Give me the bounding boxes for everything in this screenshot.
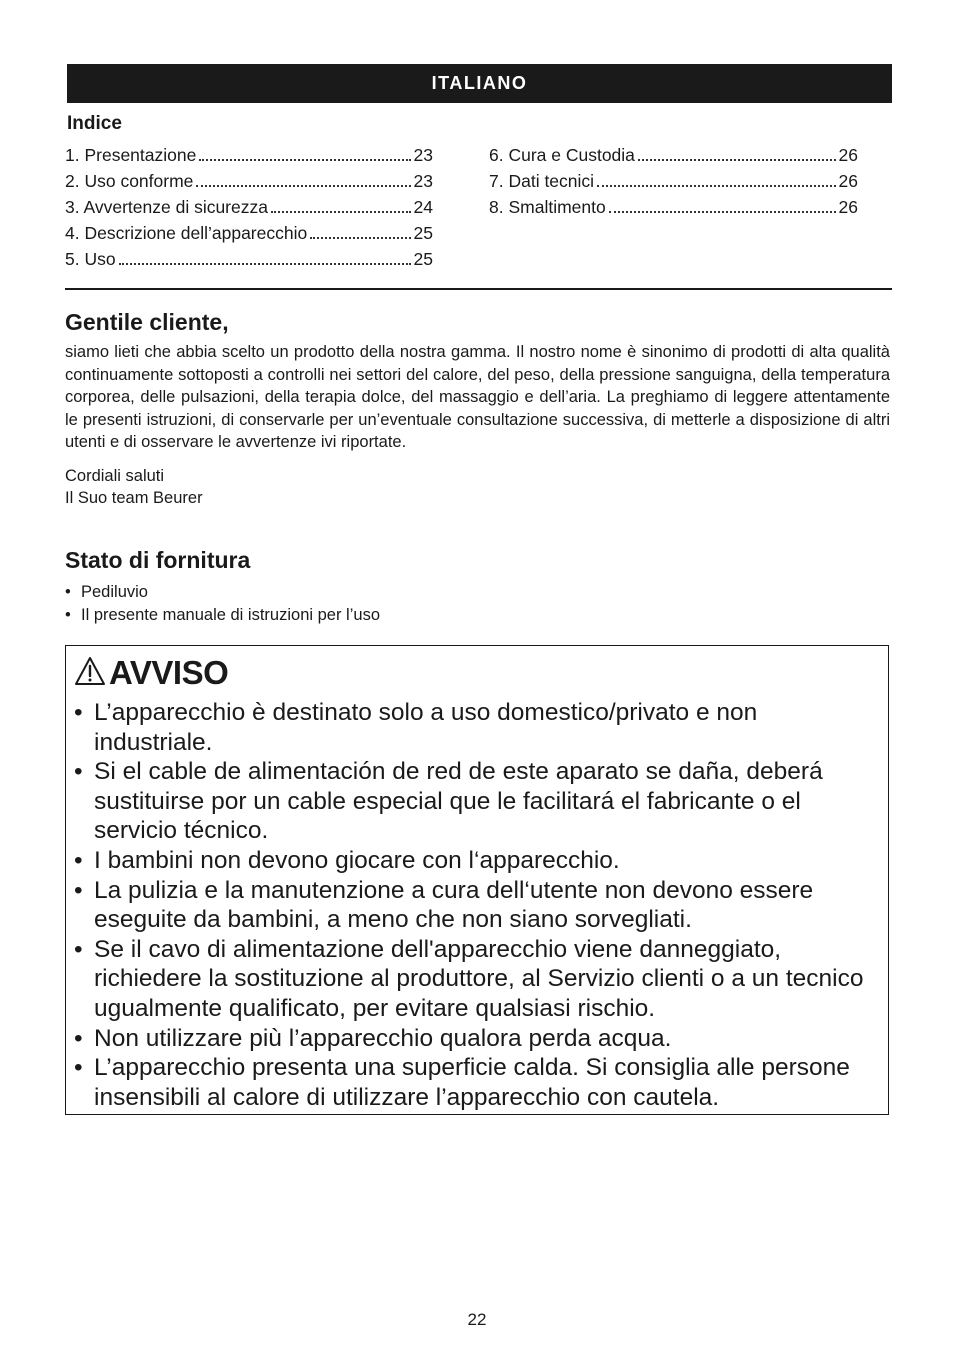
warning-item: • Se il cavo di alimentazione dell'apparecchio viene danneggiato, richiedere la sostituzione al produttore, al Servizio clienti o a un tecnico ugualmente qualificato, per evitare qualsiasi rischio. xyxy=(74,935,864,1022)
toc-column-right xyxy=(489,145,858,223)
warning-header xyxy=(74,654,228,692)
warning-item: • La pulizia e la manutenzione a cura dell‘utente non devono essere eseguite da bambini, a meno che non siano sorvegliati. xyxy=(74,876,814,934)
list-item-text: Il presente manuale di istruzioni per l’uso xyxy=(81,606,380,624)
toc-item-page: 25 xyxy=(413,223,433,243)
toc-leader-dots xyxy=(196,171,410,187)
toc-item-label: 3. Avvertenze di sicurezza xyxy=(65,197,268,217)
warning-item: • Si el cable de alimentación de red de este aparato se daña, deberá sustituirse por un cable especial que le facilitará el fabricante o el servicio técnico. xyxy=(74,758,823,845)
page-number: 22 xyxy=(467,1310,487,1329)
toc-item-label: 7. Dati tecnici xyxy=(489,171,595,191)
toc-leader-dots xyxy=(597,171,835,187)
warning-item-text: I bambini non devono giocare con l‘apparecchio. xyxy=(94,846,620,874)
warning-item-text: Non utilizzare più l’apparecchio qualora perda acqua. xyxy=(94,1024,672,1052)
toc-item-page: 26 xyxy=(838,145,858,165)
toc-item-label: 6. Cura e Custodia xyxy=(489,145,635,165)
toc-item-label: 2. Uso conforme xyxy=(65,171,194,191)
greeting-signature: Il Suo team Beurer xyxy=(65,489,203,507)
toc-leader-dots xyxy=(609,197,836,213)
greeting-paragraph: siamo lieti che abbia scelto un prodotto della nostra gamma. Il nostro nome è sinonimo di prodotti di alta qualità continuamente sottoposti a controlli nei settori del calore, del peso, della pressione sanguigna, della temperatura corporea, delle pulsazioni, della terapia dolce, del massaggio e dell’aria. La preghiamo di leggere attentamente le presenti istruzioni, di conservarle per un’eventuale consultazione successiva, di metterle a disposizione di altri utenti e di osservare le avvertenze ivi riportate. xyxy=(65,343,890,451)
toc-item-label: 5. Uso xyxy=(65,249,116,269)
warning-item: • Non utilizzare più l’apparecchio qualora perda acqua. xyxy=(74,1024,672,1052)
toc-item-label: 1. Presentazione xyxy=(65,145,197,165)
toc-item xyxy=(65,249,433,275)
toc-item-page: 24 xyxy=(413,197,433,217)
toc-leader-dots xyxy=(271,197,411,213)
toc-item-page: 23 xyxy=(413,145,433,165)
warning-item-text: Se il cavo di alimentazione dell'apparecchio viene danneggiato, richiedere la sostituzione al produttore, al Servizio clienti o a un tecnico ugualmente qualificato, per evitare qualsiasi rischio. xyxy=(94,935,864,1022)
delivery-list xyxy=(65,581,380,627)
toc-item xyxy=(65,223,433,249)
toc-item xyxy=(65,145,433,171)
toc-leader-dots xyxy=(119,249,411,265)
toc-item-label: 4. Descrizione dell’apparecchio xyxy=(65,223,308,243)
warning-item-text: Si el cable de alimentación de red de este aparato se daña, deberá sustituirse por un cable especial que le facilitará el fabricante o el servicio técnico. xyxy=(94,758,823,845)
warning-item-text: L’apparecchio è destinato solo a uso domestico/privato e non industriale. xyxy=(94,699,758,756)
toc-item xyxy=(489,145,858,171)
greeting-title: Gentile cliente, xyxy=(65,309,229,335)
warning-item: • I bambini non devono giocare con l‘apparecchio. xyxy=(74,846,620,874)
toc-item-label: 8. Smaltimento xyxy=(489,197,606,217)
warning-item: • L’apparecchio è destinato solo a uso domestico/privato e non industriale. xyxy=(74,699,758,756)
language-header xyxy=(67,64,892,103)
warning-box xyxy=(65,645,889,1115)
warning-list xyxy=(74,698,882,1112)
greeting-closing: Cordiali saluti xyxy=(65,467,165,485)
toc-leader-dots xyxy=(199,145,410,161)
toc-item-page: 26 xyxy=(838,197,858,217)
list-item: • Pediluvio xyxy=(65,583,148,601)
toc-leader-dots xyxy=(310,223,410,239)
list-item: • Il presente manuale di istruzioni per l’uso xyxy=(65,606,380,624)
toc-item xyxy=(65,197,433,223)
section-divider xyxy=(65,288,892,290)
list-item-text: Pediluvio xyxy=(81,583,148,601)
toc-title: Indice xyxy=(67,113,122,134)
toc-item xyxy=(489,197,858,223)
warning-title: AVVISO xyxy=(109,654,229,691)
toc-item-page: 25 xyxy=(413,249,433,269)
warning-item-text: La pulizia e la manutenzione a cura dell‘utente non devono essere eseguite da bambini, a meno che non siano sorvegliati. xyxy=(94,876,814,934)
warning-item-text: L’apparecchio presenta una superficie calda. Si consiglia alle persone insensibili al calore di utilizzare l’apparecchio con cautela. xyxy=(94,1054,850,1111)
toc-leader-dots xyxy=(638,145,836,161)
toc-item-page: 26 xyxy=(838,171,858,191)
toc-item xyxy=(65,171,433,197)
toc-item xyxy=(489,171,858,197)
toc-item-page: 23 xyxy=(413,171,433,191)
delivery-title: Stato di fornitura xyxy=(65,547,251,573)
warning-item: • L’apparecchio presenta una superficie calda. Si consiglia alle persone insensibili al calore di utilizzare l’apparecchio con cautela. xyxy=(74,1054,850,1111)
toc-column-left xyxy=(65,145,433,275)
language-label: ITALIANO xyxy=(431,73,528,93)
warning-triangle-icon xyxy=(74,656,106,691)
